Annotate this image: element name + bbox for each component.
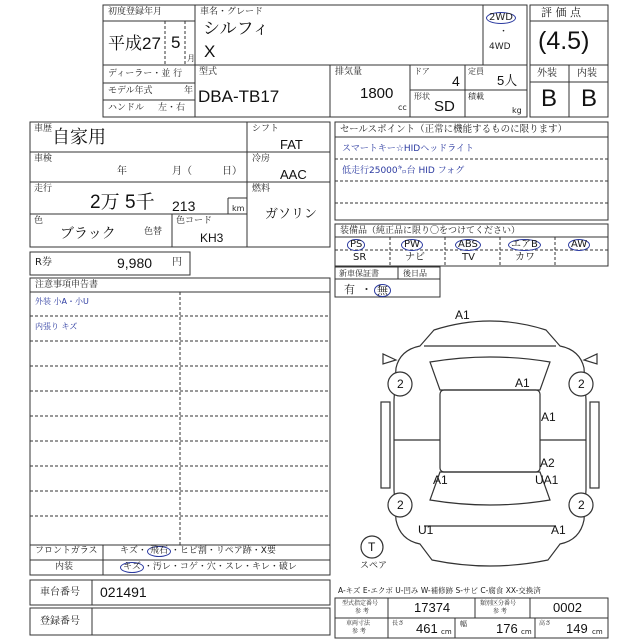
damage-mark-right-front-door: A1 bbox=[541, 410, 556, 424]
car-grade: X bbox=[204, 42, 216, 61]
height-label: 高さ bbox=[539, 620, 552, 627]
interior-label: 内装 bbox=[577, 68, 597, 79]
equipment-leather: カワ bbox=[515, 252, 535, 263]
first-registration-month: 5 bbox=[171, 33, 181, 52]
damage-mark-wheel-fl: 2 bbox=[397, 377, 404, 391]
equipment-sr: SR bbox=[353, 252, 367, 263]
overall-score: (4.5) bbox=[538, 27, 590, 55]
windshield-option: ヒビ割 bbox=[179, 546, 207, 556]
windshield-option: リペア跡 bbox=[215, 546, 252, 556]
length-value: 461 bbox=[416, 621, 438, 636]
interior-condition-label: 内装 bbox=[55, 562, 74, 572]
interior-options bbox=[120, 562, 297, 573]
damage-mark-left-rear-door: A1 bbox=[433, 473, 448, 487]
interior-option: スレ bbox=[224, 562, 243, 572]
equipment-aw: AW bbox=[568, 239, 590, 251]
height-unit: cm bbox=[592, 628, 603, 636]
displacement-unit: cc bbox=[398, 103, 407, 112]
damage-mark-wheel-rr: 2 bbox=[578, 498, 585, 512]
history-value: 自家用 bbox=[52, 127, 106, 147]
mileage-man: 2万 bbox=[90, 192, 120, 213]
right-mirror bbox=[584, 354, 597, 364]
capacity-value: 5人 bbox=[497, 73, 518, 88]
mileage-label: 走行 bbox=[34, 184, 53, 194]
color-value: ブラック bbox=[60, 225, 116, 241]
type-designation-ref: 参 考 bbox=[355, 608, 369, 615]
warranty-no: 無 bbox=[374, 284, 391, 297]
equipment-ps: PS bbox=[347, 239, 365, 251]
car-name: シルフィ bbox=[203, 19, 270, 38]
load-unit: kg bbox=[512, 106, 522, 115]
interior-option: 穴 bbox=[206, 562, 216, 572]
warranty-separator: ・ bbox=[361, 283, 372, 296]
inspection-day-unit: 日） bbox=[222, 166, 242, 177]
rear-window-outline bbox=[430, 472, 550, 505]
option-separator: ・ bbox=[170, 562, 180, 572]
option-separator: ・ bbox=[215, 562, 225, 572]
doors-label: ドア bbox=[414, 67, 430, 76]
interior-grade: B bbox=[581, 85, 598, 112]
model-year-unit: 年 bbox=[184, 86, 194, 96]
equipment-label: 装備品（純正品に限り〇をつけてください） bbox=[340, 226, 521, 236]
type-designation-label: 型式指定番号 bbox=[342, 600, 379, 607]
aircon-label: 冷房 bbox=[252, 154, 271, 164]
classification-label: 類別区分番号 bbox=[480, 600, 517, 607]
dimensions-label: 車両寸法 bbox=[346, 620, 371, 627]
windshield-outline bbox=[430, 357, 550, 390]
option-separator: ・ bbox=[242, 562, 252, 572]
damage-mark-right-rear-sill: UA1 bbox=[535, 473, 559, 487]
repaint-label: 色替 bbox=[144, 227, 163, 237]
load-label: 積載 bbox=[468, 92, 484, 101]
length-label: 長さ bbox=[392, 620, 405, 627]
damage-mark-right-rear-fender: A1 bbox=[551, 523, 566, 537]
length-unit: cm bbox=[441, 628, 452, 636]
width-label: 幅 bbox=[460, 620, 467, 628]
note-line: 外装 小A・小U bbox=[35, 297, 89, 306]
capacity-label: 定員 bbox=[468, 67, 484, 76]
equipment-abs: ABS bbox=[455, 239, 481, 251]
mileage-unit: km bbox=[232, 204, 245, 213]
option-separator: ・ bbox=[143, 562, 153, 572]
exterior-label: 外装 bbox=[537, 68, 557, 79]
equipment-tv: TV bbox=[462, 252, 475, 263]
windshield-option: 飛石 bbox=[147, 546, 171, 557]
type-designation-number: 17374 bbox=[414, 600, 451, 615]
height-value: 149 bbox=[566, 621, 588, 636]
month-unit: 月 bbox=[187, 54, 195, 63]
note-line: 内張り キズ bbox=[35, 322, 78, 331]
dealer-label: ディーラー・並 行 bbox=[108, 69, 183, 79]
recycle-box bbox=[30, 252, 190, 275]
warranty-label: 新車保証書 bbox=[339, 269, 379, 278]
equipment-airbag: エアB bbox=[508, 239, 541, 251]
damage-mark-left-rear-fender: U1 bbox=[418, 523, 434, 537]
car-name-label: 車名・グレード bbox=[200, 7, 264, 17]
aircon-value: AAC bbox=[280, 167, 307, 182]
classification-ref: 参 考 bbox=[493, 608, 507, 615]
color-code-label: 色コード bbox=[176, 216, 213, 226]
option-separator: ・ bbox=[206, 546, 216, 556]
recycle-unit: 円 bbox=[172, 257, 182, 268]
history-label: 車歴 bbox=[34, 124, 53, 134]
recycle-value: 9,980 bbox=[117, 255, 153, 271]
left-mirror bbox=[383, 354, 396, 364]
dimensions-ref: 参 考 bbox=[352, 628, 366, 635]
damage-mark-wheel-fr: 2 bbox=[578, 377, 585, 391]
notes-label: 注意事項申告書 bbox=[35, 280, 99, 290]
windshield-option: キズ bbox=[120, 546, 138, 556]
model-code: DBA-TB17 bbox=[198, 87, 280, 106]
equipment-pw: PW bbox=[401, 239, 423, 251]
shift-value: FAT bbox=[280, 137, 303, 152]
handle-options: 左・右 bbox=[158, 103, 186, 113]
interior-option: 汚レ bbox=[152, 562, 171, 572]
damage-mark-wheel-rl: 2 bbox=[397, 498, 404, 512]
shift-label: シフト bbox=[252, 124, 280, 134]
windshield-options bbox=[120, 546, 276, 557]
option-separator: ・ bbox=[197, 562, 207, 572]
interior-option: キズ bbox=[120, 562, 144, 573]
warranty-yes: 有 bbox=[344, 283, 355, 296]
fuel-value: ガソリン bbox=[265, 206, 318, 221]
doors-value: 4 bbox=[452, 73, 460, 89]
drive-separator: ・ bbox=[499, 27, 509, 37]
exterior-grade: B bbox=[541, 85, 558, 112]
displacement-value: 1800 bbox=[360, 85, 394, 102]
registration-label: 登録番号 bbox=[40, 616, 80, 627]
later-items-label: 後日品 bbox=[403, 269, 427, 278]
windshield-option: X要 bbox=[260, 546, 276, 556]
chassis-label: 車台番号 bbox=[40, 587, 80, 598]
width-unit: cm bbox=[521, 628, 532, 636]
spare-label: スペア bbox=[360, 561, 388, 571]
model-code-label: 型式 bbox=[199, 67, 218, 77]
sales-point-line: スマートキー☆HIDヘッドライト bbox=[342, 144, 474, 154]
inspection-label: 車検 bbox=[34, 154, 53, 164]
option-separator: ・ bbox=[251, 546, 261, 556]
windshield-label: フロントガラス bbox=[35, 546, 98, 556]
option-separator: ・ bbox=[170, 546, 180, 556]
drive-2wd: 2WD bbox=[486, 12, 516, 24]
color-label: 色 bbox=[34, 216, 44, 226]
interior-option: コゲ bbox=[179, 562, 198, 572]
recycle-label: R券 bbox=[35, 257, 52, 268]
score-label: 評 価 点 bbox=[541, 6, 581, 19]
classification-number: 0002 bbox=[553, 600, 582, 615]
right-sill bbox=[590, 402, 599, 488]
damage-mark-right-rear-door: A2 bbox=[540, 456, 555, 470]
damage-mark-windshield-right: A1 bbox=[515, 376, 530, 390]
damage-mark-front: A1 bbox=[455, 308, 470, 322]
inspection-month-unit: 月（ bbox=[172, 166, 192, 177]
chassis-number: 021491 bbox=[100, 584, 147, 600]
first-registration-year: 平成27 bbox=[108, 34, 161, 53]
equipment-navi: ナビ bbox=[405, 252, 425, 263]
fuel-label: 燃料 bbox=[252, 184, 271, 194]
spare-tire-mark: T bbox=[368, 540, 376, 554]
handle-label: ハンドル bbox=[108, 103, 145, 113]
interior-option: 破レ bbox=[278, 562, 297, 572]
drive-4wd: 4WD bbox=[489, 42, 511, 52]
model-year-label: モデル年式 bbox=[108, 86, 153, 96]
width-value: 176 bbox=[496, 621, 518, 636]
interior-option: キレ bbox=[251, 562, 270, 572]
color-code: KH3 bbox=[200, 231, 224, 245]
body-shape-label: 形状 bbox=[414, 92, 430, 101]
roof-outline bbox=[440, 390, 540, 472]
inspection-year-unit: 年 bbox=[117, 166, 127, 177]
option-separator: ・ bbox=[269, 562, 279, 572]
damage-legend: A-キズ E-エクボ U-凹み W-補修跡 S-サビ C-腐食 XX-交換済 bbox=[338, 586, 541, 595]
sales-points-label: セールスポイント（正常に機能するものに限ります） bbox=[340, 124, 568, 135]
displacement-label: 排気量 bbox=[335, 67, 363, 77]
mileage-sen: 5千 bbox=[125, 192, 155, 213]
first-registration-label: 初度登録年月 bbox=[108, 7, 163, 17]
body-shape-value: SD bbox=[434, 98, 455, 115]
left-sill bbox=[381, 402, 390, 488]
sales-point-line: 低走行25000㌔台 HID フォグ bbox=[342, 166, 465, 176]
mileage-rest: 213 bbox=[172, 198, 196, 214]
option-separator: ・ bbox=[137, 546, 147, 556]
